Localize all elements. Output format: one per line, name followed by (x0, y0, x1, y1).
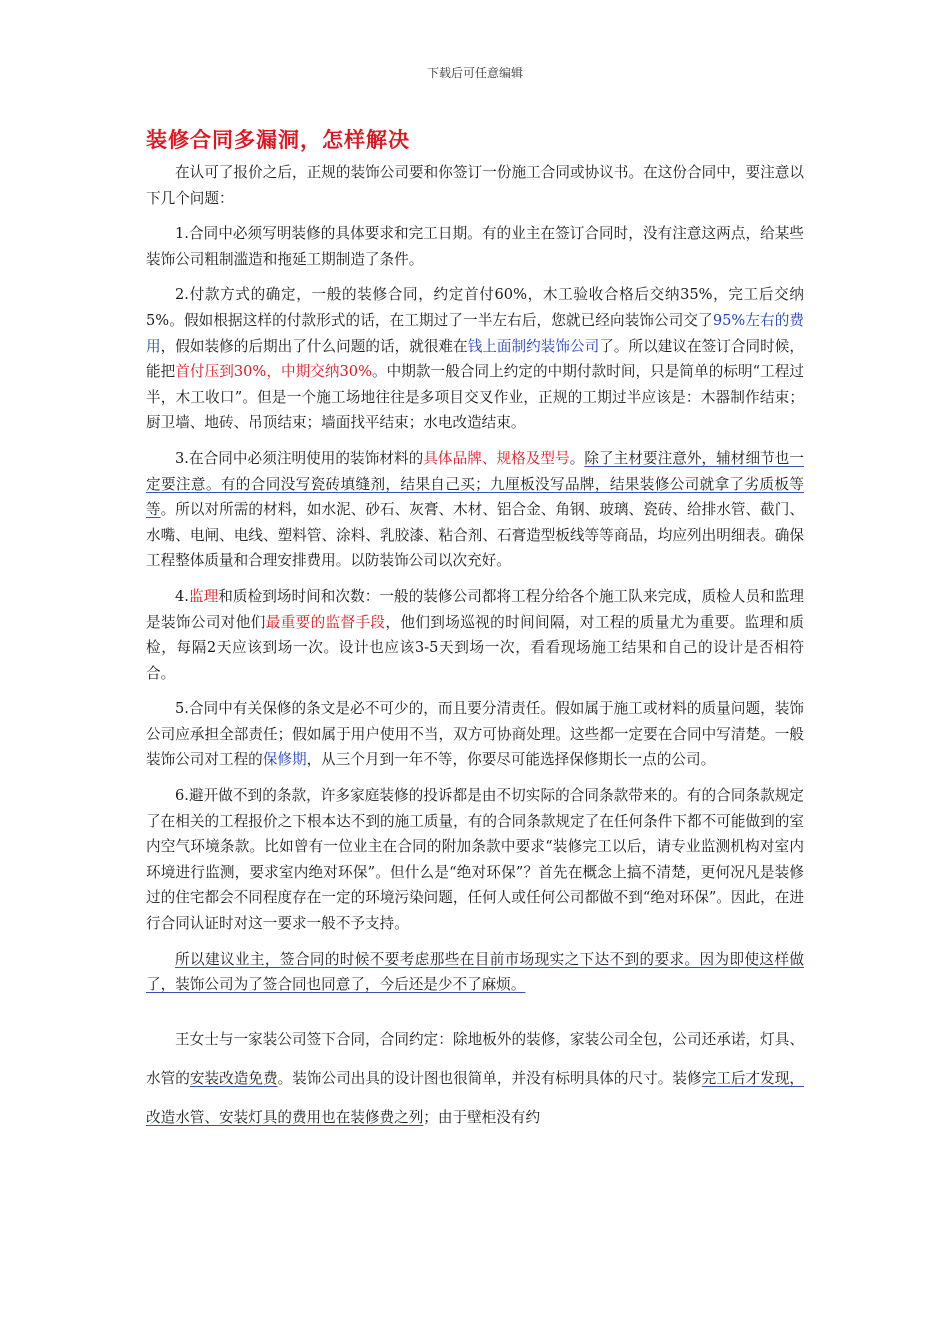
point-2-text: ，假如装修的后期出了什么问题的话，就很难在 (160, 337, 468, 355)
point-5-text: ，从三个月到一年不等，你要尽可能选择保修期长一点的公司。 (306, 751, 716, 769)
advice-paragraph (146, 947, 804, 998)
case-text: 王女士与一家装公司签下合同，合同约定：除地板外的装修，家装公司全包，公司还承诺，灯具、水管的 (146, 1030, 804, 1087)
point-3-paragraph (146, 446, 804, 574)
point-5-text: 5.合同中有关保修的条文是必不可少的，而且要分清责任。假如属于施工或材料的质量问题，装饰公司应承担全部责任；假如属于用户使用不当，双方可协商处理。这些都一定要在合同中写清楚。一般装饰公司对工程的 (146, 700, 804, 769)
point-4-text: 4. (175, 587, 189, 605)
point-4-paragraph (146, 584, 804, 686)
point-1-paragraph: 1.合同中必须写明装修的具体要求和完工日期。有的业主在签订合同时，没有注意这两点，给某些装饰公司粗制滥造和拖延工期制造了条件。 (146, 225, 804, 268)
point-2-text: 了。所以建议在签订合同时候，能把 (146, 337, 804, 381)
point-5-paragraph (146, 696, 804, 773)
underlined-free-installation: 安装改造免费 (189, 1069, 278, 1087)
header-note: 下载后可任意编辑 (426, 66, 523, 80)
highlight-supervision-means: 最重要的监督手段 (265, 613, 386, 631)
document-title: 装修合同多漏洞，怎样解决 (146, 127, 410, 152)
case-paragraph (146, 1020, 804, 1137)
highlight-supervisor: 监理 (188, 587, 219, 605)
point-6-paragraph: 6.避开做不到的条款，许多家庭装修的投诉都是由不切实际的合同条款带来的。有的合同条款规定了在相关的工程报价之下根本达不到的施工质量，有的合同条款规定了在任何条件下都不可能做到的室内空气环境条款。比如曾有一位业主在合同的附加条款中要求“装修完工以后，请专业监测机构对室内环境进行监测，要求室内绝对环保”。但什么是“绝对环保”？首先在概念上搞不清楚，更何况凡是装修过的住宅都会不同程度存在一定的环境污染问题，任何人或任何公司都做不到“绝对环保”。因此，在进行合同认证时对这一要求一般不予支持。 (146, 787, 804, 933)
point-3-text: 。 (569, 449, 585, 467)
case-text: ；由于壁柜没有约 (423, 1108, 541, 1126)
intro-paragraph: 在认可了报价之后，正规的装饰公司要和你签订一份施工合同或协议书。在这份合同中，要注意以下几个问题： (146, 164, 804, 207)
point-2-paragraph (146, 282, 804, 436)
point-3-text: 。所以对所需的材料，如水泥、砂石、灰膏、木材、铝合金、角钢、玻璃、瓷砖、给排水管、截门、水嘴、电闸、电线、塑料管、涂料、乳胶漆、粘合剂、石膏造型板线等等商品，均应列出明细表。确保工程整体质量和合理安排费用。以防装饰公司以次充好。 (146, 501, 804, 570)
point-4-text: 和质检到场时间和次数：一般的装修公司都将工程分给各个施工队来完成，质检人员和监理是装饰公司对他们 (146, 587, 804, 631)
underlined-advice: 所以建议业主，签合同的时候不要考虑那些在目前市场现实之下达不到的要求。因为即使这样做了，装饰公司为了签合同也同意了，今后还是少不了麻烦。 (146, 950, 804, 994)
underlined-hidden-costs: 完工后才发现，改造水管、安装灯具的费用也在装修费之列 (146, 1069, 804, 1126)
case-text: 。装饰公司出具的设计图也很简单，并没有标明具体的尺寸。装修 (277, 1069, 702, 1087)
highlight-payment-split: 首付压到30%，中期交纳30% (175, 363, 372, 381)
underlined-auxiliary-materials: 除了主材要注意外，辅材细节也一定要注意。有的合同没写瓷砖填缝剂，结果自己买；九厘板没写品牌，结果装修公司就拿了劣质板等等 (146, 449, 804, 519)
document-body (146, 160, 804, 1147)
highlight-money-control: 钱上面制约装饰公司 (467, 337, 600, 355)
point-4-text: ，他们到场巡视的时间间隔，对工程的质量尤为重要。监理和质检，每隔2天应该到场一次。设计也应该3-5天到场一次，看看现场施工结果和自己的设计是否相符合。 (146, 613, 804, 682)
highlight-warranty-period: 保修期 (262, 751, 307, 769)
highlight-95-percent: 95%左右的费用 (146, 311, 805, 355)
point-3-text: 3.在合同中必须注明使用的装饰材料的 (175, 449, 424, 467)
point-2-text: 2.付款方式的确定，一般的装修合同，约定首付60%，木工验收合格后交纳35%，完工后交纳5%。假如根据这样的付款形式的话，在工期过了一半左右后，您就已经向装饰公司交了 (146, 286, 804, 329)
highlight-brand-spec: 具体品牌、规格及型号 (423, 449, 570, 467)
point-2-text: 。中期款一般合同上约定的中期付款时间，只是简单的标明“工程过半，木工收口”。但是一个施工场地往往是多项目交叉作业，正规的工期过半应该是：木器制作结束；厨卫墙、地砖、吊顶结束；墙面找平结束；水电改造结束。 (146, 363, 804, 432)
